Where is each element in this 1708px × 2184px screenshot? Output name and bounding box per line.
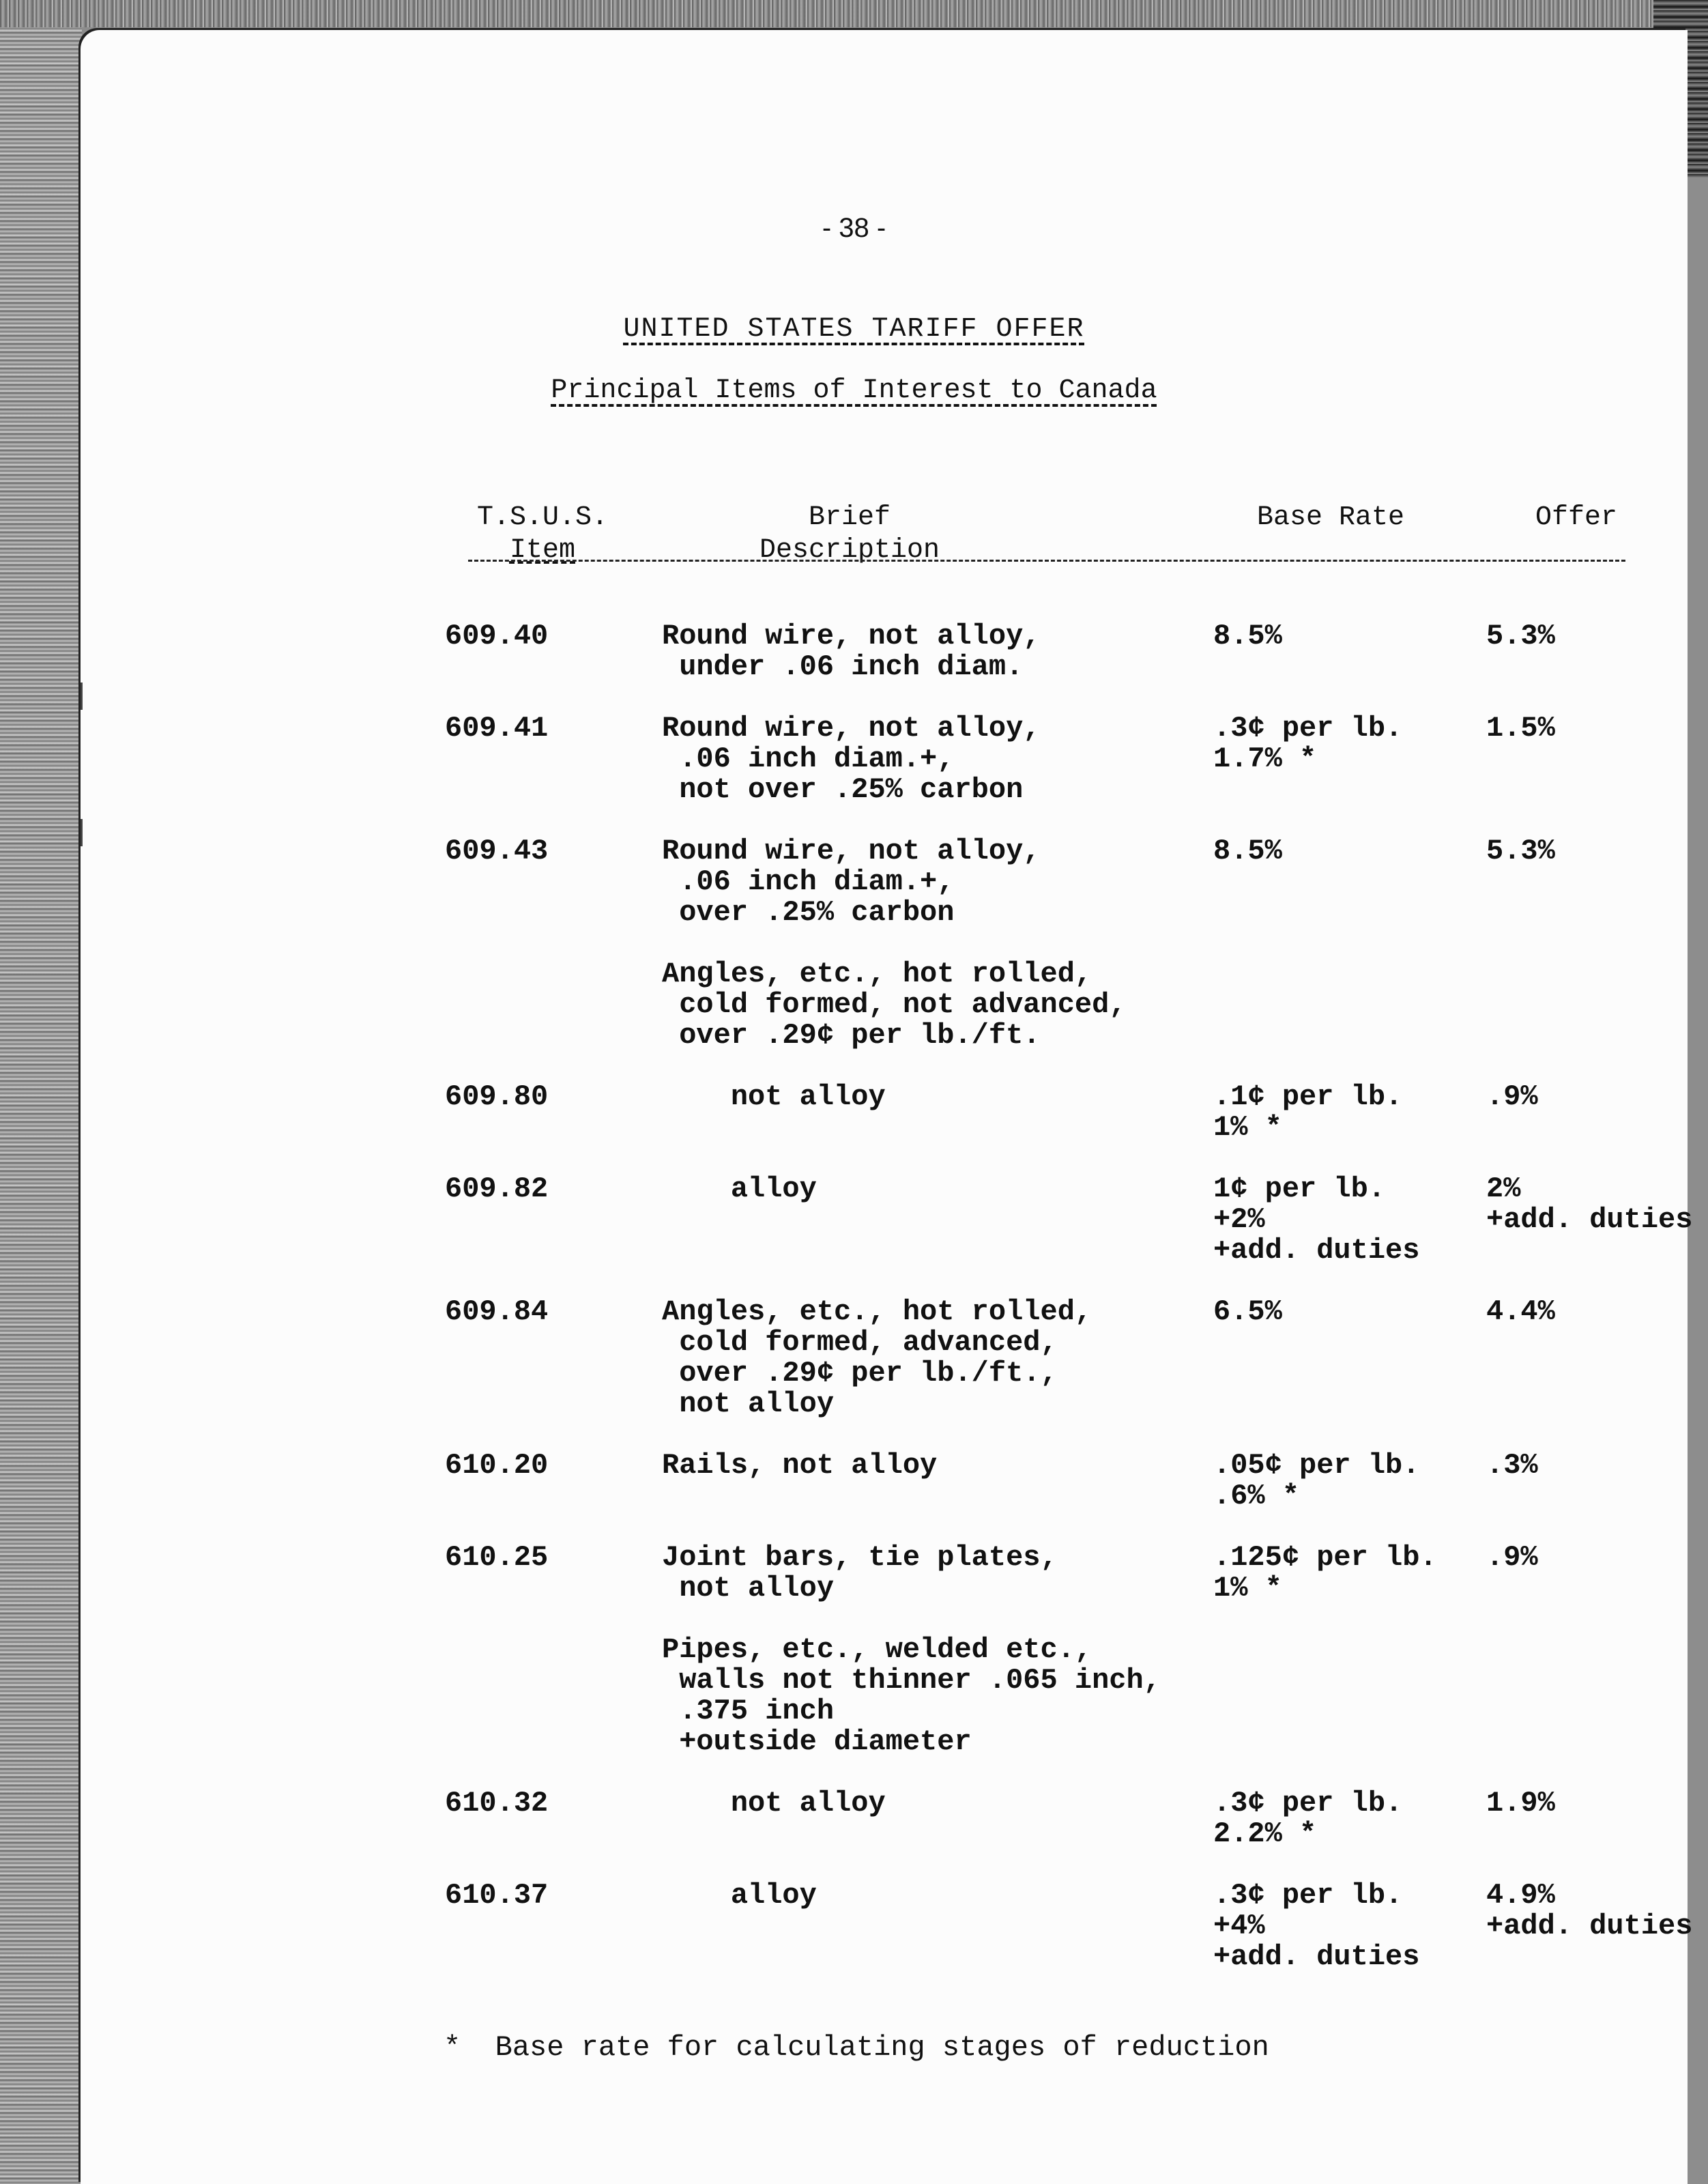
row-description-line: cold formed, not advanced, bbox=[662, 988, 1127, 1021]
row-base-rate-line: .3¢ per lb. bbox=[1213, 1879, 1403, 1912]
margin-mark bbox=[81, 682, 83, 710]
row-offer-line: 1.9% bbox=[1486, 1787, 1555, 1820]
column-header-description: Brief Description bbox=[759, 502, 940, 566]
row-item-number: 610.25 bbox=[445, 1541, 549, 1574]
row-base-rate-line: 1% * bbox=[1213, 1111, 1282, 1144]
row-description-line: +outside diameter bbox=[662, 1725, 972, 1758]
header-rule bbox=[468, 560, 1625, 562]
row-description-line: .375 inch bbox=[662, 1695, 835, 1727]
document-title: UNITED STATES TARIFF OFFER bbox=[623, 314, 1085, 345]
row-base-rate-line: +add. duties bbox=[1213, 1940, 1420, 1973]
row-item-number: 609.80 bbox=[445, 1080, 549, 1113]
row-description-line: Round wire, not alloy, bbox=[662, 835, 1041, 867]
row-item-number: 609.40 bbox=[445, 620, 549, 652]
row-offer-line: .9% bbox=[1486, 1080, 1538, 1113]
row-base-rate-line: 8.5% bbox=[1213, 620, 1282, 652]
row-description-line: not alloy bbox=[662, 1572, 835, 1605]
row-description-line: Angles, etc., hot rolled, bbox=[662, 958, 1092, 990]
row-base-rate-line: 6.5% bbox=[1213, 1295, 1282, 1328]
row-item-number: 610.37 bbox=[445, 1879, 549, 1912]
column-header-base-rate: Base Rate bbox=[1256, 502, 1405, 533]
row-description-line: walls not thinner .065 inch, bbox=[662, 1664, 1161, 1697]
row-offer-line: 1.5% bbox=[1486, 712, 1555, 745]
row-offer-line: 5.3% bbox=[1486, 835, 1555, 867]
row-description-line: Round wire, not alloy, bbox=[662, 712, 1041, 745]
row-description-line: Angles, etc., hot rolled, bbox=[662, 1295, 1092, 1328]
row-offer-line: +add. duties bbox=[1486, 1203, 1693, 1236]
row-base-rate-line: .1¢ per lb. bbox=[1213, 1080, 1403, 1113]
margin-mark bbox=[81, 819, 83, 846]
row-base-rate-line: 1.7% * bbox=[1213, 743, 1317, 775]
row-description-line: not alloy bbox=[662, 1388, 835, 1420]
row-item-number: 609.43 bbox=[445, 835, 549, 867]
row-item-number: 610.32 bbox=[445, 1787, 549, 1820]
row-base-rate-line: +add. duties bbox=[1213, 1234, 1420, 1267]
row-base-rate-line: .125¢ per lb. bbox=[1213, 1541, 1437, 1574]
row-base-rate-line: 1% * bbox=[1213, 1572, 1282, 1605]
row-base-rate-line: +2% bbox=[1213, 1203, 1265, 1236]
row-description-line: Joint bars, tie plates, bbox=[662, 1541, 1058, 1574]
column-header-item: T.S.U.S. Item bbox=[476, 502, 609, 566]
row-description-line: .06 inch diam.+, bbox=[662, 865, 955, 898]
row-description-line: Round wire, not alloy, bbox=[662, 620, 1041, 652]
row-offer-line: .3% bbox=[1486, 1449, 1538, 1482]
row-description-line: not alloy bbox=[662, 1080, 886, 1113]
document-subtitle: Principal Items of Interest to Canada bbox=[551, 375, 1157, 406]
column-header-offer: Offer bbox=[1535, 502, 1618, 533]
row-description-line: under .06 inch diam. bbox=[662, 650, 1024, 683]
row-item-number: 609.82 bbox=[445, 1173, 549, 1205]
row-base-rate-line: .3¢ per lb. bbox=[1213, 1787, 1403, 1820]
row-offer-line: 2% bbox=[1486, 1173, 1521, 1205]
row-description-line: Pipes, etc., welded etc., bbox=[662, 1633, 1092, 1666]
row-item-number: 609.84 bbox=[445, 1295, 549, 1328]
row-item-number: 609.41 bbox=[445, 712, 549, 745]
row-offer-line: .9% bbox=[1486, 1541, 1538, 1574]
page-number: - 38 - bbox=[822, 213, 886, 243]
row-description-line: not over .25% carbon bbox=[662, 773, 1024, 806]
row-description-line: alloy bbox=[662, 1173, 817, 1205]
row-description-line: over .25% carbon bbox=[662, 896, 955, 929]
row-description-line: not alloy bbox=[662, 1787, 886, 1820]
row-description-line: alloy bbox=[662, 1879, 817, 1912]
row-base-rate-line: 8.5% bbox=[1213, 835, 1282, 867]
row-offer-line: 4.9% bbox=[1486, 1879, 1555, 1912]
row-base-rate-line: .6% * bbox=[1213, 1480, 1300, 1512]
row-base-rate-line: +4% bbox=[1213, 1910, 1265, 1942]
row-description-line: cold formed, advanced, bbox=[662, 1326, 1058, 1359]
row-description-line: over .29¢ per lb./ft., bbox=[662, 1357, 1058, 1390]
footnote: * Base rate for calculating stages of reduction bbox=[444, 2031, 1269, 2064]
row-base-rate-line: 2.2% * bbox=[1213, 1817, 1317, 1850]
row-description-line: over .29¢ per lb./ft. bbox=[662, 1019, 1041, 1052]
row-offer-line: +add. duties bbox=[1486, 1910, 1693, 1942]
row-base-rate-line: 1¢ per lb. bbox=[1213, 1173, 1386, 1205]
row-offer-line: 5.3% bbox=[1486, 620, 1555, 652]
row-item-number: 610.20 bbox=[445, 1449, 549, 1482]
row-base-rate-line: .05¢ per lb. bbox=[1213, 1449, 1420, 1482]
row-description-line: .06 inch diam.+, bbox=[662, 743, 955, 775]
row-base-rate-line: .3¢ per lb. bbox=[1213, 712, 1403, 745]
row-description-line: Rails, not alloy bbox=[662, 1449, 938, 1482]
row-offer-line: 4.4% bbox=[1486, 1295, 1555, 1328]
scan-top-edge bbox=[0, 0, 1708, 27]
